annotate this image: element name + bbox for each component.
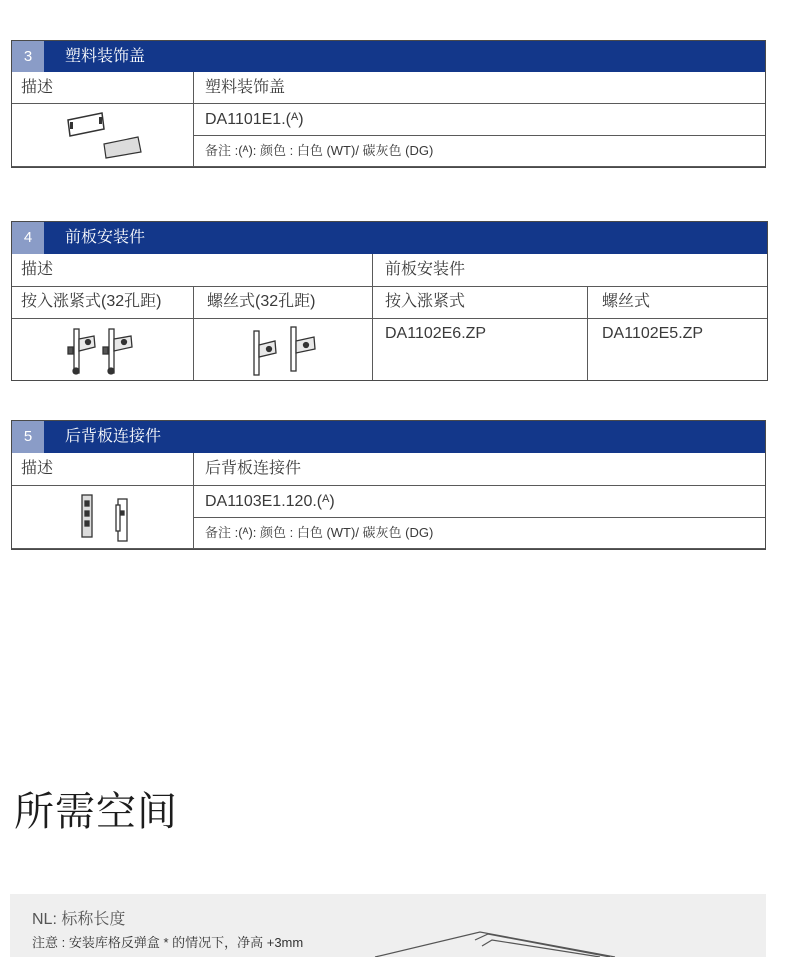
description-value: 塑料装饰盖 [205, 79, 286, 96]
section-number: 5 [12, 421, 44, 453]
part-code-press-in: DA1102E6.ZP [385, 325, 487, 342]
screw-fitting-image [244, 323, 324, 379]
back-panel-connector-image [74, 491, 144, 547]
variant-press-in-label: 按入涨紧式(32孔距) [21, 293, 162, 310]
column-screw-label: 螺丝式 [602, 293, 651, 310]
color-note: 备注 :(ᴬ): 颜色 : 白色 (WT)/ 碳灰色 (DG) [205, 525, 434, 540]
nominal-length-label: NL: 标称长度 [32, 911, 126, 928]
section-title: 后背板连接件 [65, 428, 162, 445]
description-value: 后背板连接件 [205, 460, 302, 477]
cabinet-diagram [370, 924, 630, 957]
part-code: DA1103E1.120.(ᴬ) [205, 493, 335, 510]
description-label: 描述 [21, 460, 54, 477]
decorative-cap-image [62, 107, 152, 163]
section-heading: 所需空间 [14, 790, 178, 834]
spec-table-back-panel-connector [11, 420, 766, 550]
section-number: 4 [12, 222, 44, 254]
table-header [12, 421, 765, 453]
press-in-fitting-image [64, 325, 144, 377]
description-label: 描述 [21, 79, 54, 96]
description-label: 描述 [21, 261, 54, 278]
variant-screw-label: 螺丝式(32孔距) [207, 293, 316, 310]
spec-table-decorative-cap [11, 40, 766, 168]
section-number: 3 [12, 41, 44, 72]
section-title: 塑料装饰盖 [65, 48, 146, 65]
table-header [12, 41, 765, 72]
part-code: DA1101E1.(ᴬ) [205, 111, 304, 128]
table-header [12, 222, 767, 254]
spec-table-front-panel-fitting [11, 221, 768, 381]
color-note: 备注 :(ᴬ): 颜色 : 白色 (WT)/ 碳灰色 (DG) [205, 143, 434, 158]
part-code-screw: DA1102E5.ZP [602, 325, 704, 342]
column-press-in-label: 按入涨紧式 [385, 293, 466, 310]
description-value: 前板安装件 [385, 261, 466, 278]
space-diagram-panel [10, 894, 766, 957]
section-title: 前板安装件 [65, 229, 146, 246]
installation-note: 注意 : 安装库格反弹盒 * 的情况下，净高 +3mm [32, 935, 304, 950]
